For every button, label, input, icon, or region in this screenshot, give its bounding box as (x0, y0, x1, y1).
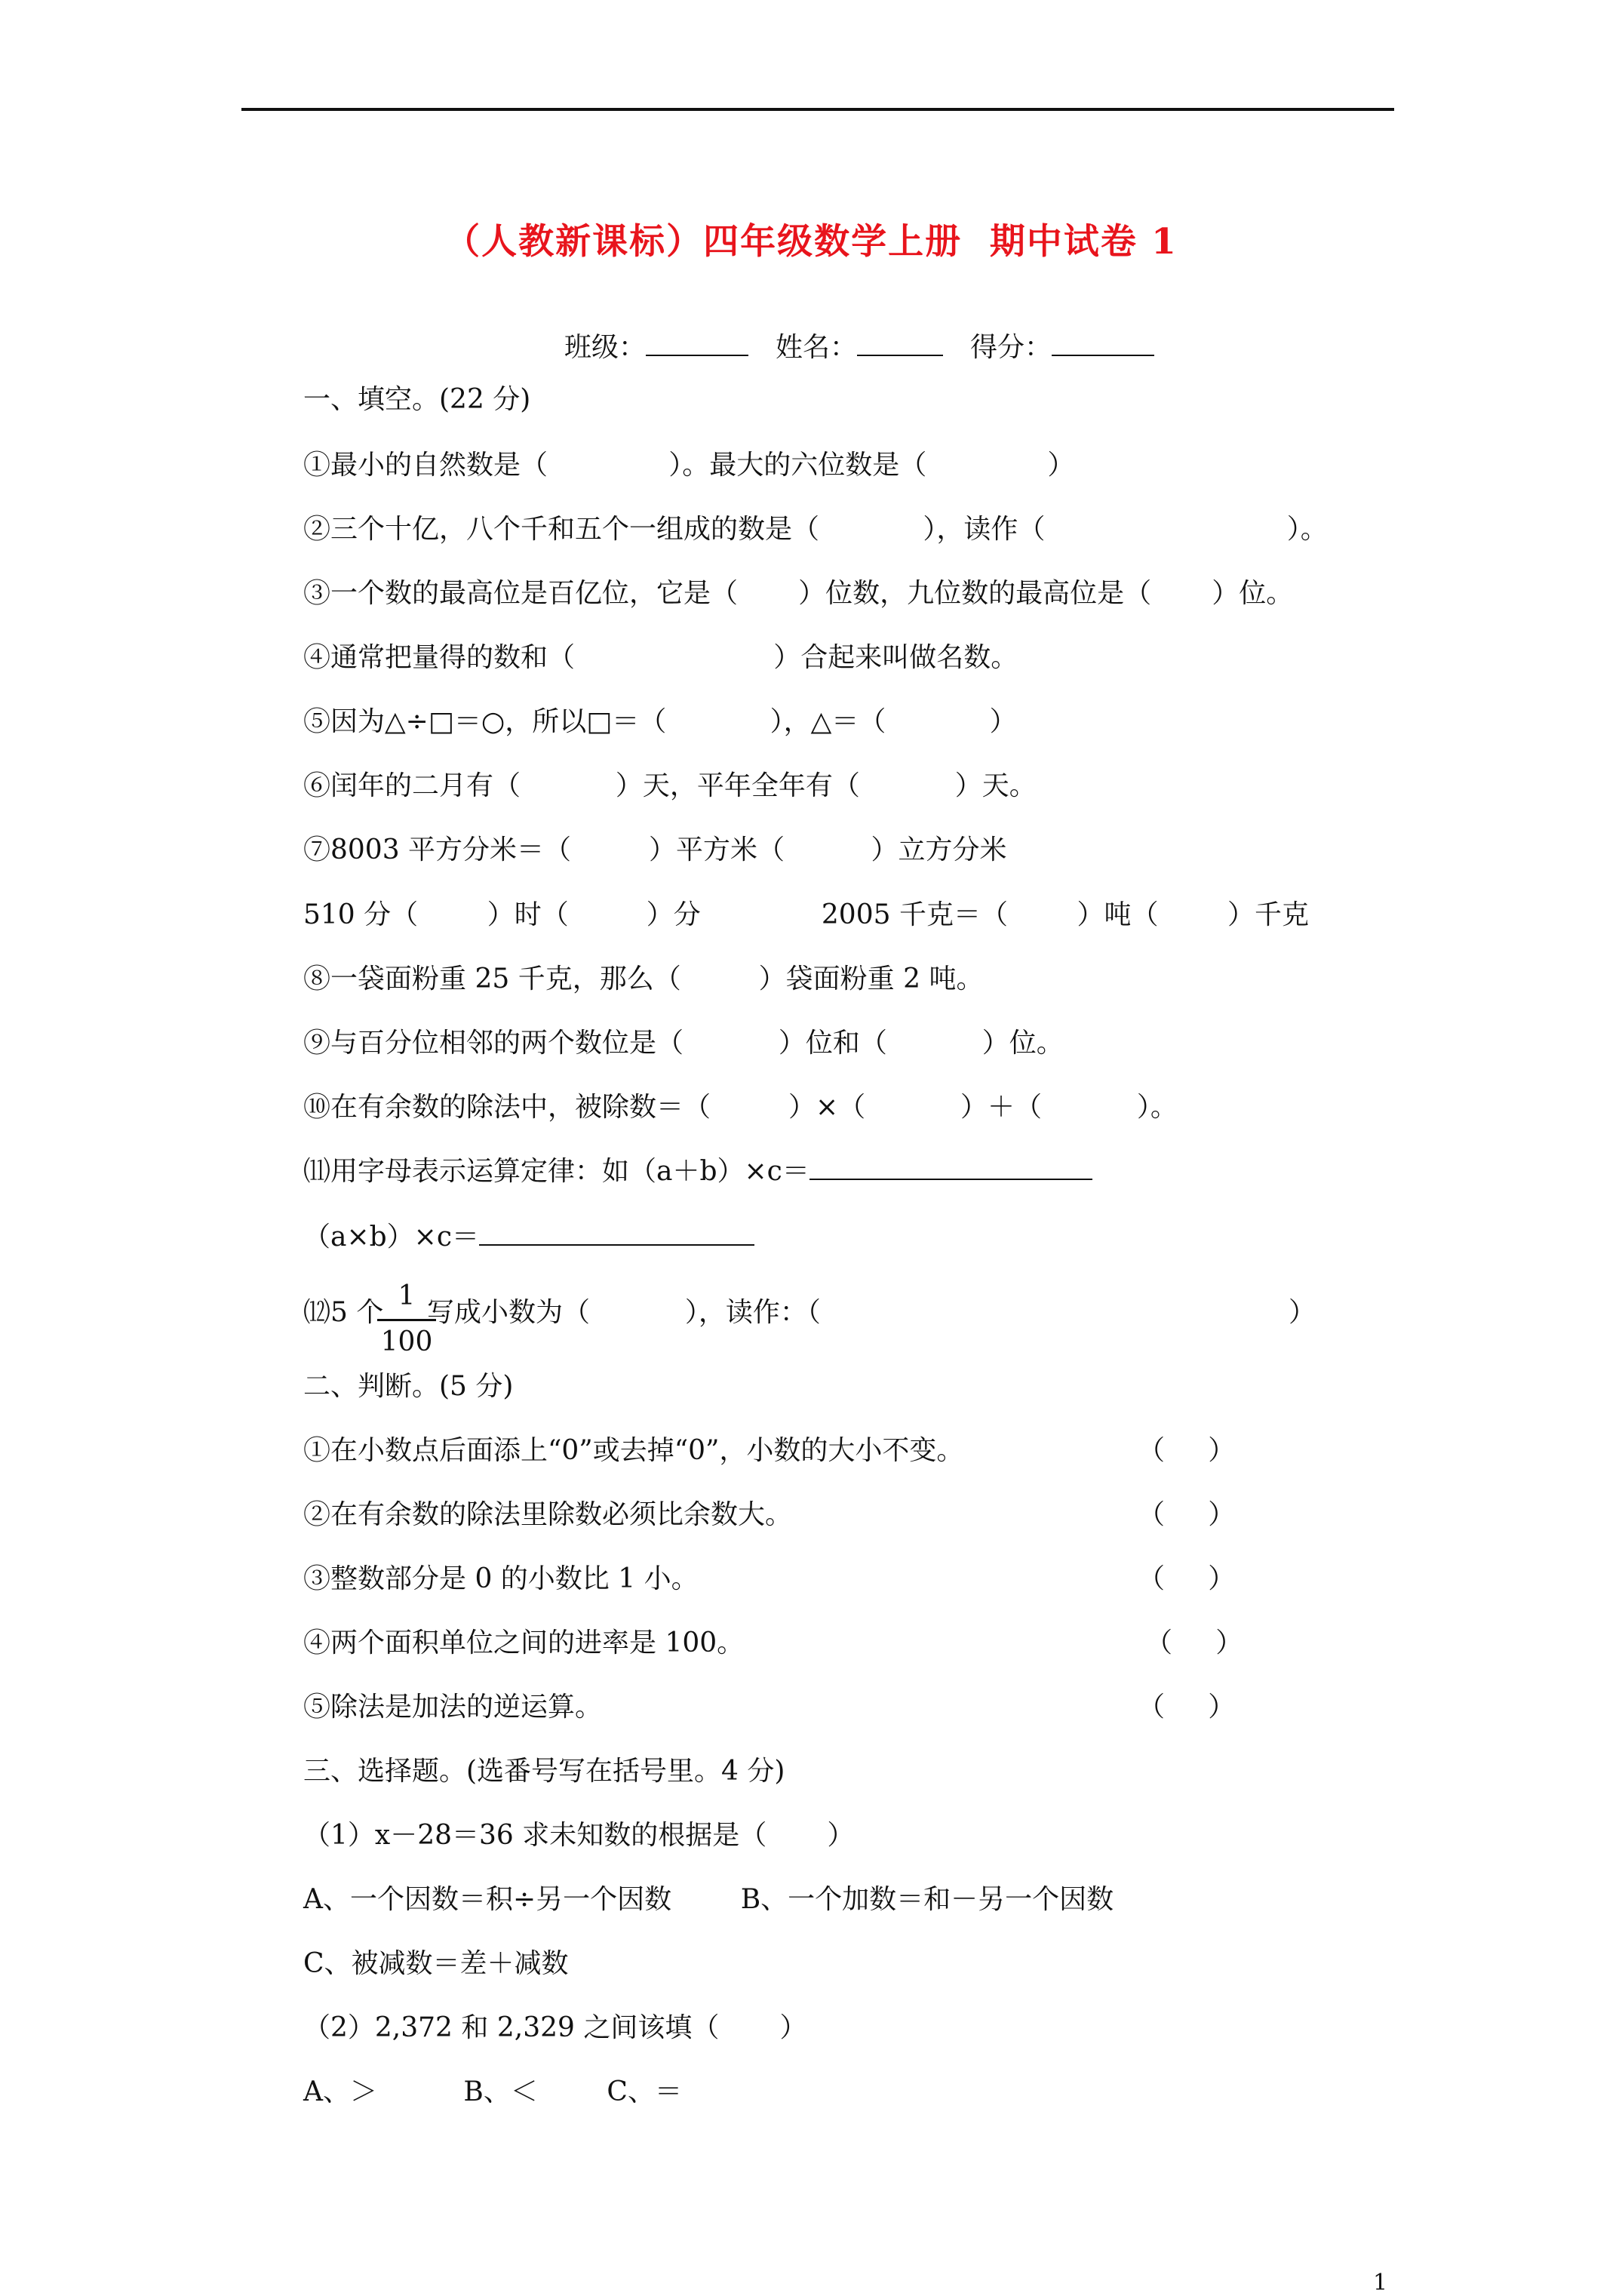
question-1-10: ⑩在有余数的除法中，被除数＝（ ）×（ ）＋（ ）。 (303, 1092, 1178, 1123)
choice-question-2: （2）2,372 和 2,329 之间该填（ ） (303, 2012, 807, 2043)
score-blank[interactable] (1052, 354, 1154, 356)
section2-heading: 二、判断。(5 分) (303, 1371, 514, 1402)
choice-options-2: A、＞ B、＜ C、＝ (303, 2076, 682, 2107)
judge-item: ①在小数点后面添上“0”或去掉“0”，小数的大小不变。 (303, 1435, 964, 1466)
judge-item: ③整数部分是 0 的小数比 1 小。 (303, 1563, 699, 1594)
class-label: 班级： (564, 332, 647, 363)
fraction-denominator: 100 (380, 1326, 433, 1357)
judge-item: ⑤除法是加法的逆运算。 (303, 1692, 603, 1723)
header-fields (564, 334, 1154, 361)
question-1-7a: ⑦8003 平方分米＝（ ）平方米（ ）立方分米 (303, 834, 1007, 865)
section1-heading: 一、填空。(22 分) (303, 384, 531, 415)
judge-bracket[interactable]: （ ） (1138, 1563, 1236, 1594)
header-rule (241, 108, 1394, 111)
judge-item: ④两个面积单位之间的进率是 100。 (303, 1627, 745, 1658)
question-1-11b-text: （a×b）×c＝ (303, 1222, 479, 1253)
judge-bracket[interactable]: （ ） (1138, 1499, 1236, 1530)
question-1-11b (303, 1224, 754, 1251)
question-1-8: ⑧一袋面粉重 25 千克，那么（ ）袋面粉重 2 吨。 (303, 964, 984, 994)
choice-options-1ab: A、一个因数＝积÷另一个因数 B、一个加数＝和－另一个因数 (303, 1884, 1114, 1915)
question-1-5: ⑤因为△÷□＝○，所以□＝（ ），△＝（ ） (303, 706, 1017, 737)
question-1-2: ②三个十亿，八个千和五个一组成的数是（ ），读作（ ）。 (303, 514, 1328, 545)
question-1-12-prefix: ⑿5 个 (303, 1297, 384, 1328)
choice-option-1c: C、被减数＝差＋减数 (303, 1948, 569, 1979)
judge-bracket[interactable]: （ ） (1138, 1435, 1236, 1466)
judge-bracket[interactable]: （ ） (1138, 1692, 1236, 1723)
section3-heading: 三、选择题。(选番号写在括号里。4 分) (303, 1756, 785, 1787)
name-blank[interactable] (857, 354, 943, 356)
page-number: 1 (1373, 2270, 1388, 2296)
choice-question-1: （1）x－28＝36 求未知数的根据是（ ） (303, 1820, 855, 1851)
judge-item: ②在有余数的除法里除数必须比余数大。 (303, 1499, 793, 1530)
question-1-4: ④通常把量得的数和（ ）合起来叫做名数。 (303, 642, 1018, 673)
page-title: （人教新课标）四年级数学上册 期中试卷 1 (444, 221, 1178, 263)
question-1-1: ①最小的自然数是（ ）。最大的六位数是（ ） (303, 450, 1075, 481)
question-1-11a (303, 1158, 1092, 1185)
question-1-12-close: ） (1289, 1297, 1316, 1328)
question-1-3: ③一个数的最高位是百亿位，它是（ ）位数，九位数的最高位是（ ）位。 (303, 578, 1294, 609)
score-label: 得分： (970, 332, 1052, 363)
question-1-9: ⑨与百分位相邻的两个数位是（ ）位和（ ）位。 (303, 1028, 1064, 1059)
question-1-6: ⑥闰年的二月有（ ）天，平年全年有（ ）天。 (303, 770, 1037, 801)
judge-bracket[interactable]: （ ） (1145, 1627, 1243, 1658)
fraction-numerator: 1 (398, 1280, 416, 1311)
question-1-11a-text: ⑾用字母表示运算定律：如（a＋b）×c＝ (303, 1156, 809, 1187)
name-label: 姓名： (776, 332, 858, 363)
question-1-7b: 510 分（ ）时（ ）分 2005 千克＝（ ）吨（ ）千克 (303, 899, 1310, 930)
question-1-12-suffix: 写成小数为（ ），读作：（ (427, 1297, 821, 1328)
class-blank[interactable] (646, 354, 748, 356)
answer-blank-11a[interactable] (809, 1178, 1092, 1180)
answer-blank-11b[interactable] (479, 1243, 754, 1246)
